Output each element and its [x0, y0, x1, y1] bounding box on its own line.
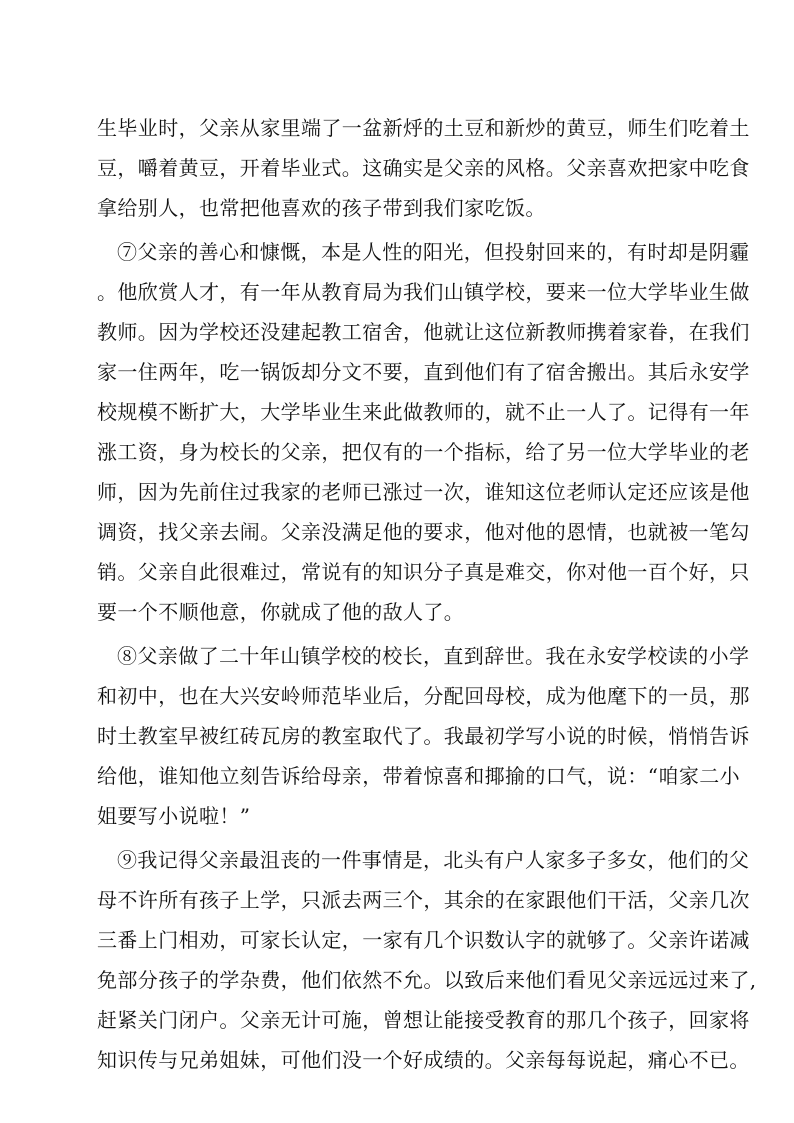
text-line: 姐要写小说啦！”: [97, 804, 251, 828]
text-line: 家一住两年，吃一锅饭却分文不要，直到他们有了宿舍搬出。其后永安学: [97, 360, 750, 384]
text-line: 和初中，也在大兴安岭师范毕业后，分配回母校，成为他麾下的一员，那: [97, 684, 750, 708]
paragraph-9: [97, 840, 757, 1080]
text-line: 时土教室早被红砖瓦房的教室取代了。我最初学写小说的时候，悄悄告诉: [97, 724, 750, 748]
paragraph-7: [97, 232, 750, 632]
paragraph-8: [97, 636, 750, 836]
text-line: ⑦父亲的善心和慷慨，本是人性的阳光，但投射回来的，有时却是阴霾: [117, 240, 750, 264]
text-line: 涨工资，身为校长的父亲，把仅有的一个指标，给了另一位大学毕业的老: [97, 440, 750, 464]
text-line: 免部分孩子的学杂费，他们依然不允。以致后来他们看见父亲远远过来了,: [97, 968, 757, 992]
text-line: 。他欣赏人才，有一年从教育局为我们山镇学校，要来一位大学毕业生做: [97, 280, 750, 304]
text-line: 知识传与兄弟姐妹，可他们没一个好成绩的。父亲每每说起，痛心不已。: [97, 1048, 750, 1072]
text-line: 给他，谁知他立刻告诉给母亲，带着惊喜和揶揄的口气，说：“咱家二小: [97, 764, 741, 788]
text-line: 拿给别人，也常把他喜欢的孩子带到我们家吃饭。: [97, 196, 546, 220]
text-line: 要一个不顺他意，你就成了他的敌人了。: [97, 600, 465, 624]
text-line: 调资，找父亲去闹。父亲没满足他的要求，他对他的恩情，也就被一笔勾: [97, 520, 750, 544]
body-text: [97, 108, 757, 1080]
text-line: 豆，嚼着黄豆，开着毕业式。这确实是父亲的风格。父亲喜欢把家中吃食: [97, 156, 750, 180]
text-line: 校规模不断扩大，大学毕业生来此做教师的，就不止一人了。记得有一年: [97, 400, 750, 424]
text-line: 赶紧关门闭户。父亲无计可施，曾想让能接受教育的那几个孩子，回家将: [97, 1008, 750, 1032]
paragraph-6-continued: [97, 108, 750, 228]
text-line: ⑨我记得父亲最沮丧的一件事情是，北头有户人家多子多女，他们的父: [117, 848, 750, 872]
text-line: 教师。因为学校还没建起教工宿舍，他就让这位新教师携着家眷，在我们: [97, 320, 750, 344]
text-line: 三番上门相劝，可家长认定，一家有几个识数认字的就够了。父亲许诺减: [97, 928, 750, 952]
text-line: 生毕业时，父亲从家里端了一盆新烀的土豆和新炒的黄豆，师生们吃着土: [97, 116, 750, 140]
text-line: 母不许所有孩子上学，只派去两三个，其余的在家跟他们干活，父亲几次: [97, 888, 750, 912]
text-line: 师，因为先前住过我家的老师已涨过一次，谁知这位老师认定还应该是他: [97, 480, 750, 504]
text-line: 销。父亲自此很难过，常说有的知识分子真是难交，你对他一百个好，只: [97, 560, 750, 584]
text-line: ⑧父亲做了二十年山镇学校的校长，直到辞世。我在永安学校读的小学: [117, 644, 750, 668]
